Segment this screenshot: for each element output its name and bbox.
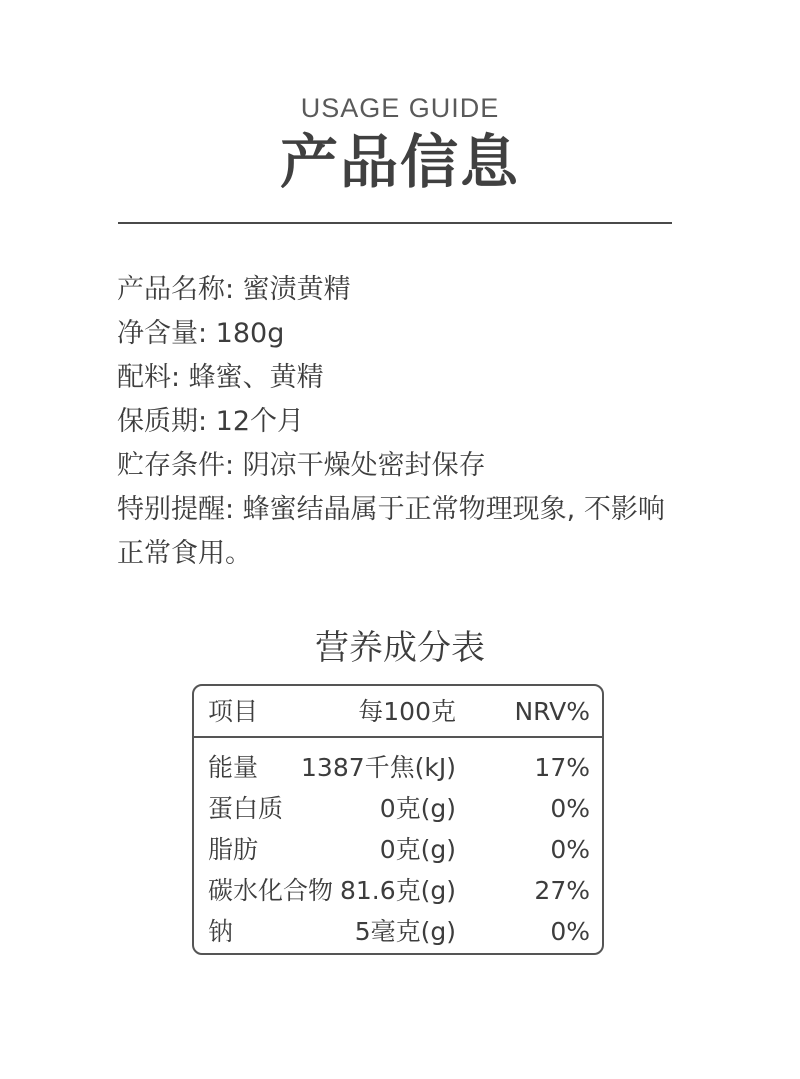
header-nrv: NRV% (514, 697, 590, 726)
nutrition-title: 营养成分表 (315, 628, 485, 668)
row-amount: 5毫克(g) (354, 917, 456, 946)
page-title: 产品信息 (279, 128, 520, 196)
table-row (194, 748, 602, 789)
row-amount: 0克(g) (379, 794, 456, 823)
info-shelf-life: 保质期: 12个月 (117, 406, 305, 437)
row-item: 脂肪 (208, 835, 259, 864)
product-info (117, 268, 697, 576)
row-nrv: 0% (550, 794, 590, 823)
info-reminder: 特别提醒: 蜂蜜结晶属于正常物理现象, 不影响 (117, 494, 665, 525)
table-row (194, 912, 602, 953)
info-product-name: 产品名称: 蜜渍黄精 (117, 274, 351, 305)
info-storage: 贮存条件: 阴凉干燥处密封保存 (117, 450, 486, 481)
table-row (194, 871, 602, 912)
table-row (194, 830, 602, 871)
row-nrv: 27% (534, 876, 590, 905)
row-amount: 1387千焦(kJ) (301, 753, 456, 782)
info-ingredients: 配料: 蜂蜜、黄精 (117, 362, 324, 393)
row-item: 钠 (208, 917, 234, 946)
table-body (194, 748, 602, 953)
row-amount: 81.6克(g) (339, 876, 456, 905)
subtitle: USAGE GUIDE (300, 93, 500, 123)
row-nrv: 0% (550, 917, 590, 946)
header-per100g: 每100克 (358, 697, 456, 726)
info-reminder-cont: 正常食用。 (117, 538, 252, 569)
row-amount: 0克(g) (379, 835, 456, 864)
header (0, 92, 800, 196)
divider (118, 222, 672, 224)
header-item: 项目 (208, 697, 259, 726)
row-nrv: 17% (534, 753, 590, 782)
nutrition-table (192, 684, 604, 955)
row-item: 能量 (208, 753, 259, 782)
table-row (194, 789, 602, 830)
info-net-content: 净含量: 180g (117, 318, 285, 349)
row-item: 碳水化合物 (208, 876, 334, 905)
row-item: 蛋白质 (208, 794, 284, 823)
table-header (194, 686, 602, 738)
row-nrv: 0% (550, 835, 590, 864)
